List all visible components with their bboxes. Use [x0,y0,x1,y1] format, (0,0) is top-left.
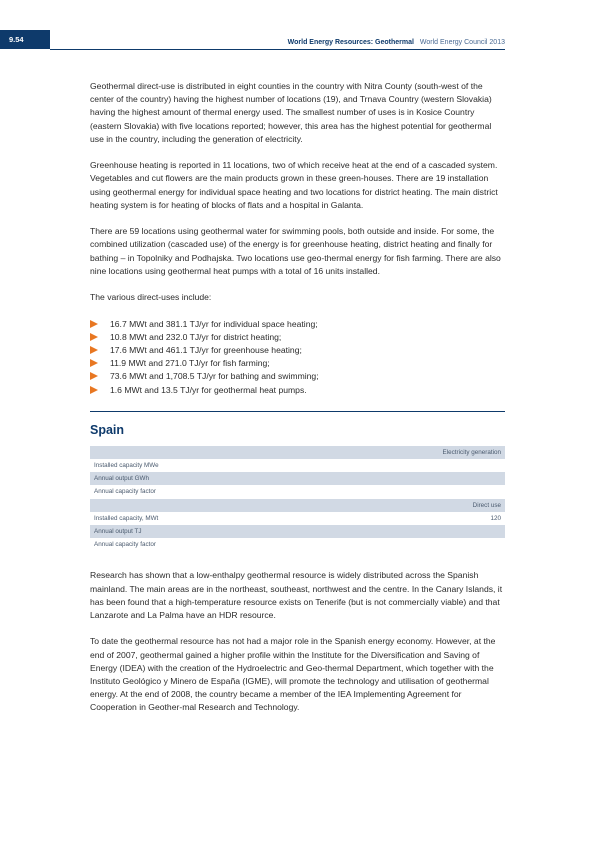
paragraph: The various direct-uses include: [90,292,212,303]
list-item-text: 1.6 MWt and 13.5 TJ/yr for geothermal heat pumps. [110,384,307,395]
section-divider [90,411,505,412]
table-row [90,538,505,551]
list-item [90,318,505,331]
row-value [307,485,505,498]
triangle-bullet-icon [90,386,98,394]
section-title: Spain [90,422,125,437]
table-header-spacer [90,499,307,512]
row-value [307,538,505,551]
table-header-row [90,446,505,459]
table-row [90,485,505,498]
running-header [50,38,505,50]
capacity-table [90,446,505,552]
row-label: Installed capacity MWe [94,461,159,469]
row-label: Annual output TJ [90,525,307,538]
list-item-text: 73.6 MWt and 1,708.5 TJ/yr for bathing and swimming; [110,371,319,382]
list-item-text: 10.8 MWt and 232.0 TJ/yr for district heating; [110,331,282,342]
paragraph: Greenhouse heating is reported in 11 locations, two of which receive heat at the end of a cascaded system. Vegetables and cut flowers are the main products grown in these green-houses. There are 19 installation using geothermal energy for individual space heating and two locations for district heating. The main district heating system is for heating of blocks of flats and a hospital in Galanta. [90,160,498,210]
table-row [90,472,505,485]
row-label: Installed capacity, MWt [94,514,159,522]
direct-use-header: Direct use [307,499,505,512]
direct-use-list [90,318,505,397]
table-row [90,512,505,525]
main-content [90,80,505,728]
row-label: Annual capacity factor [94,488,156,496]
paragraph: There are 59 locations using geothermal water for swimming pools, both outside and inside. For some, the combined utilization (cascaded use) of the energy is for greenhouse heating, district heating and finally for bathing – in Topolniky and Podhajska. Two locations use geo-thermal energy for fish farming. There are also nine locations using geothermal heat pumps with a total of 16 units installed. [90,226,501,276]
page-number: 9.54 [0,30,50,49]
triangle-bullet-icon [90,346,98,354]
list-item [90,357,505,370]
list-item-text: 11.9 MWt and 271.0 TJ/yr for fish farming; [110,358,270,369]
list-item [90,384,505,397]
paragraph: Geothermal direct-use is distributed in eight counties in the country with Nitra County (south-west of the center of the country) having the highest number of locations (19), and Trnava Country (western Slovakia) having the highest amount of thermal energy used. The smallest number of uses is in Kosice Country (eastern Slovakia) with five locations reported; however, this area has the highest potential for geothermal use in the country, including the generation of electricity. [90,81,492,144]
list-item-text: 17.6 MWt and 461.1 TJ/yr for greenhouse heating; [110,344,302,355]
paragraph: To date the geothermal resource has not had a major role in the Spanish energy economy. However, at the end of 2007, geothermal gained a higher profile within the Institute for the Diversification and Saving of Energy (IDEA) with the creation of the Hydroelectric and Geo-thermal Department, which together with the Instituto Geológico y Minero de España (IGME), will promote the technology and utilisation of geothermal energy. At the end of 2008, the country became a member of the IEA Implementing Agreement for Cooperation in Geother-mal Research and Technology. [90,636,496,713]
triangle-bullet-icon [90,333,98,341]
list-item-text: 16.7 MWt and 381.1 TJ/yr for individual space heating; [110,318,318,329]
table-header-row [90,499,505,512]
list-item [90,344,505,357]
row-value [307,472,505,485]
list-item [90,370,505,383]
table-header-spacer [90,446,307,459]
electricity-header: Electricity generation [307,446,505,459]
header-section-title: World Energy Resources: Geothermal [287,39,414,46]
row-value [307,525,505,538]
triangle-bullet-icon [90,320,98,328]
row-label: Annual output GWh [90,472,307,485]
header-publication: World Energy Council 2013 [419,39,505,46]
row-value: 120 [490,514,501,522]
paragraph: Research has shown that a low-enthalpy geothermal resource is widely distributed across the Spanish mainland. The main areas are in the northeast, southeast, northwest and the centre. In the Canary Islands, it has been found that a high-temperature resource exists on Tenerife (but is not commercially viable) and that Lanzarote and La Palma have an HDR resource. [90,570,503,620]
row-label: Annual capacity factor [94,541,156,549]
triangle-bullet-icon [90,359,98,367]
triangle-bullet-icon [90,372,98,380]
row-value [307,459,505,472]
table-row [90,459,505,472]
list-item [90,331,505,344]
table-row [90,525,505,538]
